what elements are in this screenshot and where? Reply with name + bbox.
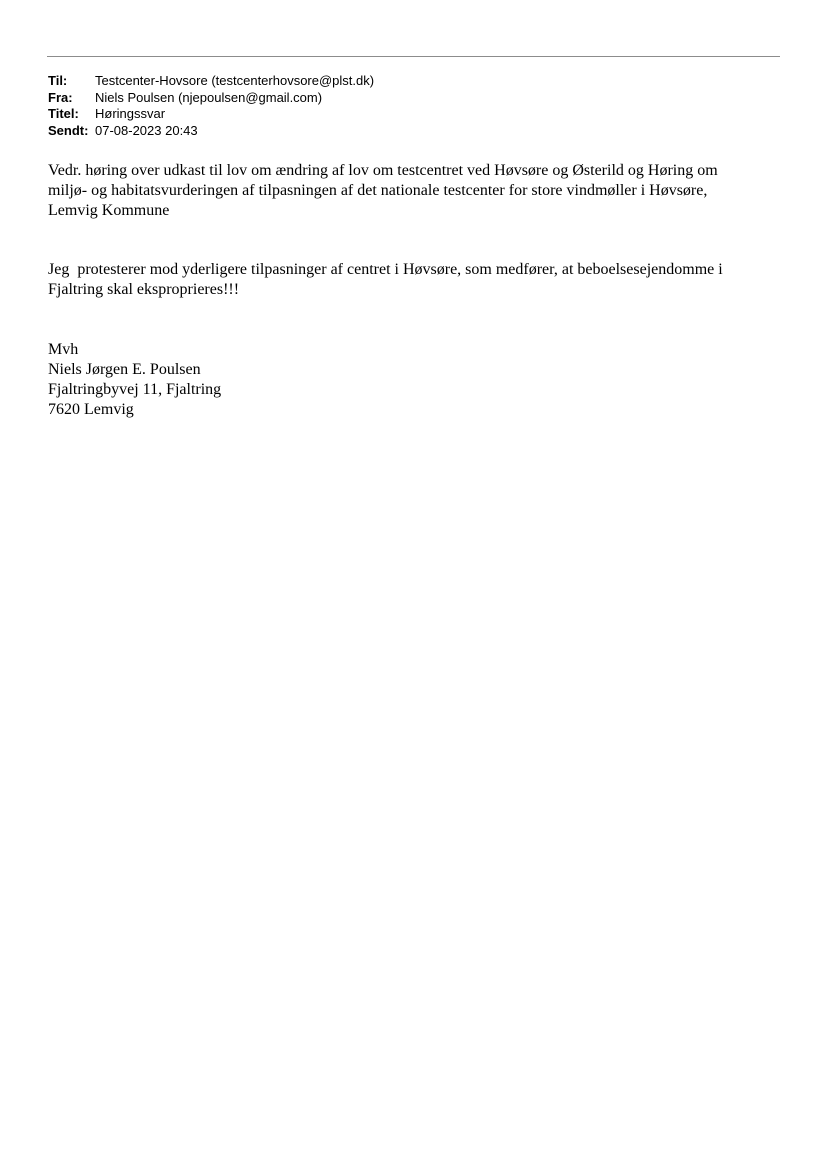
body-line: Lemvig Kommune — [48, 202, 170, 219]
header-to-row — [48, 73, 374, 90]
signature-name: Niels Jørgen E. Poulsen — [48, 361, 201, 378]
body-line: Vedr. høring over udkast til lov om ændring af lov om testcentret ved Høvsøre og Østerild og Høring om — [48, 162, 718, 179]
body-line: Jeg protesterer mod yderligere tilpasninger af centret i Høvsøre, som medfører, at beboelsesejendomme i — [48, 261, 723, 278]
header-subject-row — [48, 106, 374, 123]
to-label: Til: — [48, 73, 68, 88]
body-paragraph-hearing-reference — [48, 161, 768, 221]
header-from-row — [48, 90, 374, 107]
body-paragraph-protest — [48, 260, 768, 300]
body-line: Fjaltring skal eksproprieres!!! — [48, 281, 240, 298]
signature-greeting: Mvh — [48, 341, 79, 358]
sent-value: 07-08-2023 20:43 — [95, 122, 198, 138]
email-header — [48, 73, 374, 139]
body-line: miljø- og habitatsvurderingen af tilpasningen af det nationale testcenter for store vindmøller i Høvsøre, — [48, 182, 708, 199]
signature-postcode-city: 7620 Lemvig — [48, 401, 134, 418]
from-value: Niels Poulsen (njepoulsen@gmail.com) — [95, 89, 323, 105]
header-divider — [47, 56, 780, 57]
signature-address: Fjaltringbyvej 11, Fjaltring — [48, 381, 222, 398]
header-sent-row — [48, 123, 374, 140]
subject-value: Høringssvar — [95, 106, 166, 121]
from-label: Fra: — [48, 89, 73, 105]
subject-label: Titel: — [48, 106, 79, 121]
signature-block — [48, 340, 768, 420]
to-value: Testcenter-Hovsore (testcenterhovsore@plst.dk) — [95, 73, 375, 88]
sent-label: Sendt: — [48, 122, 89, 138]
